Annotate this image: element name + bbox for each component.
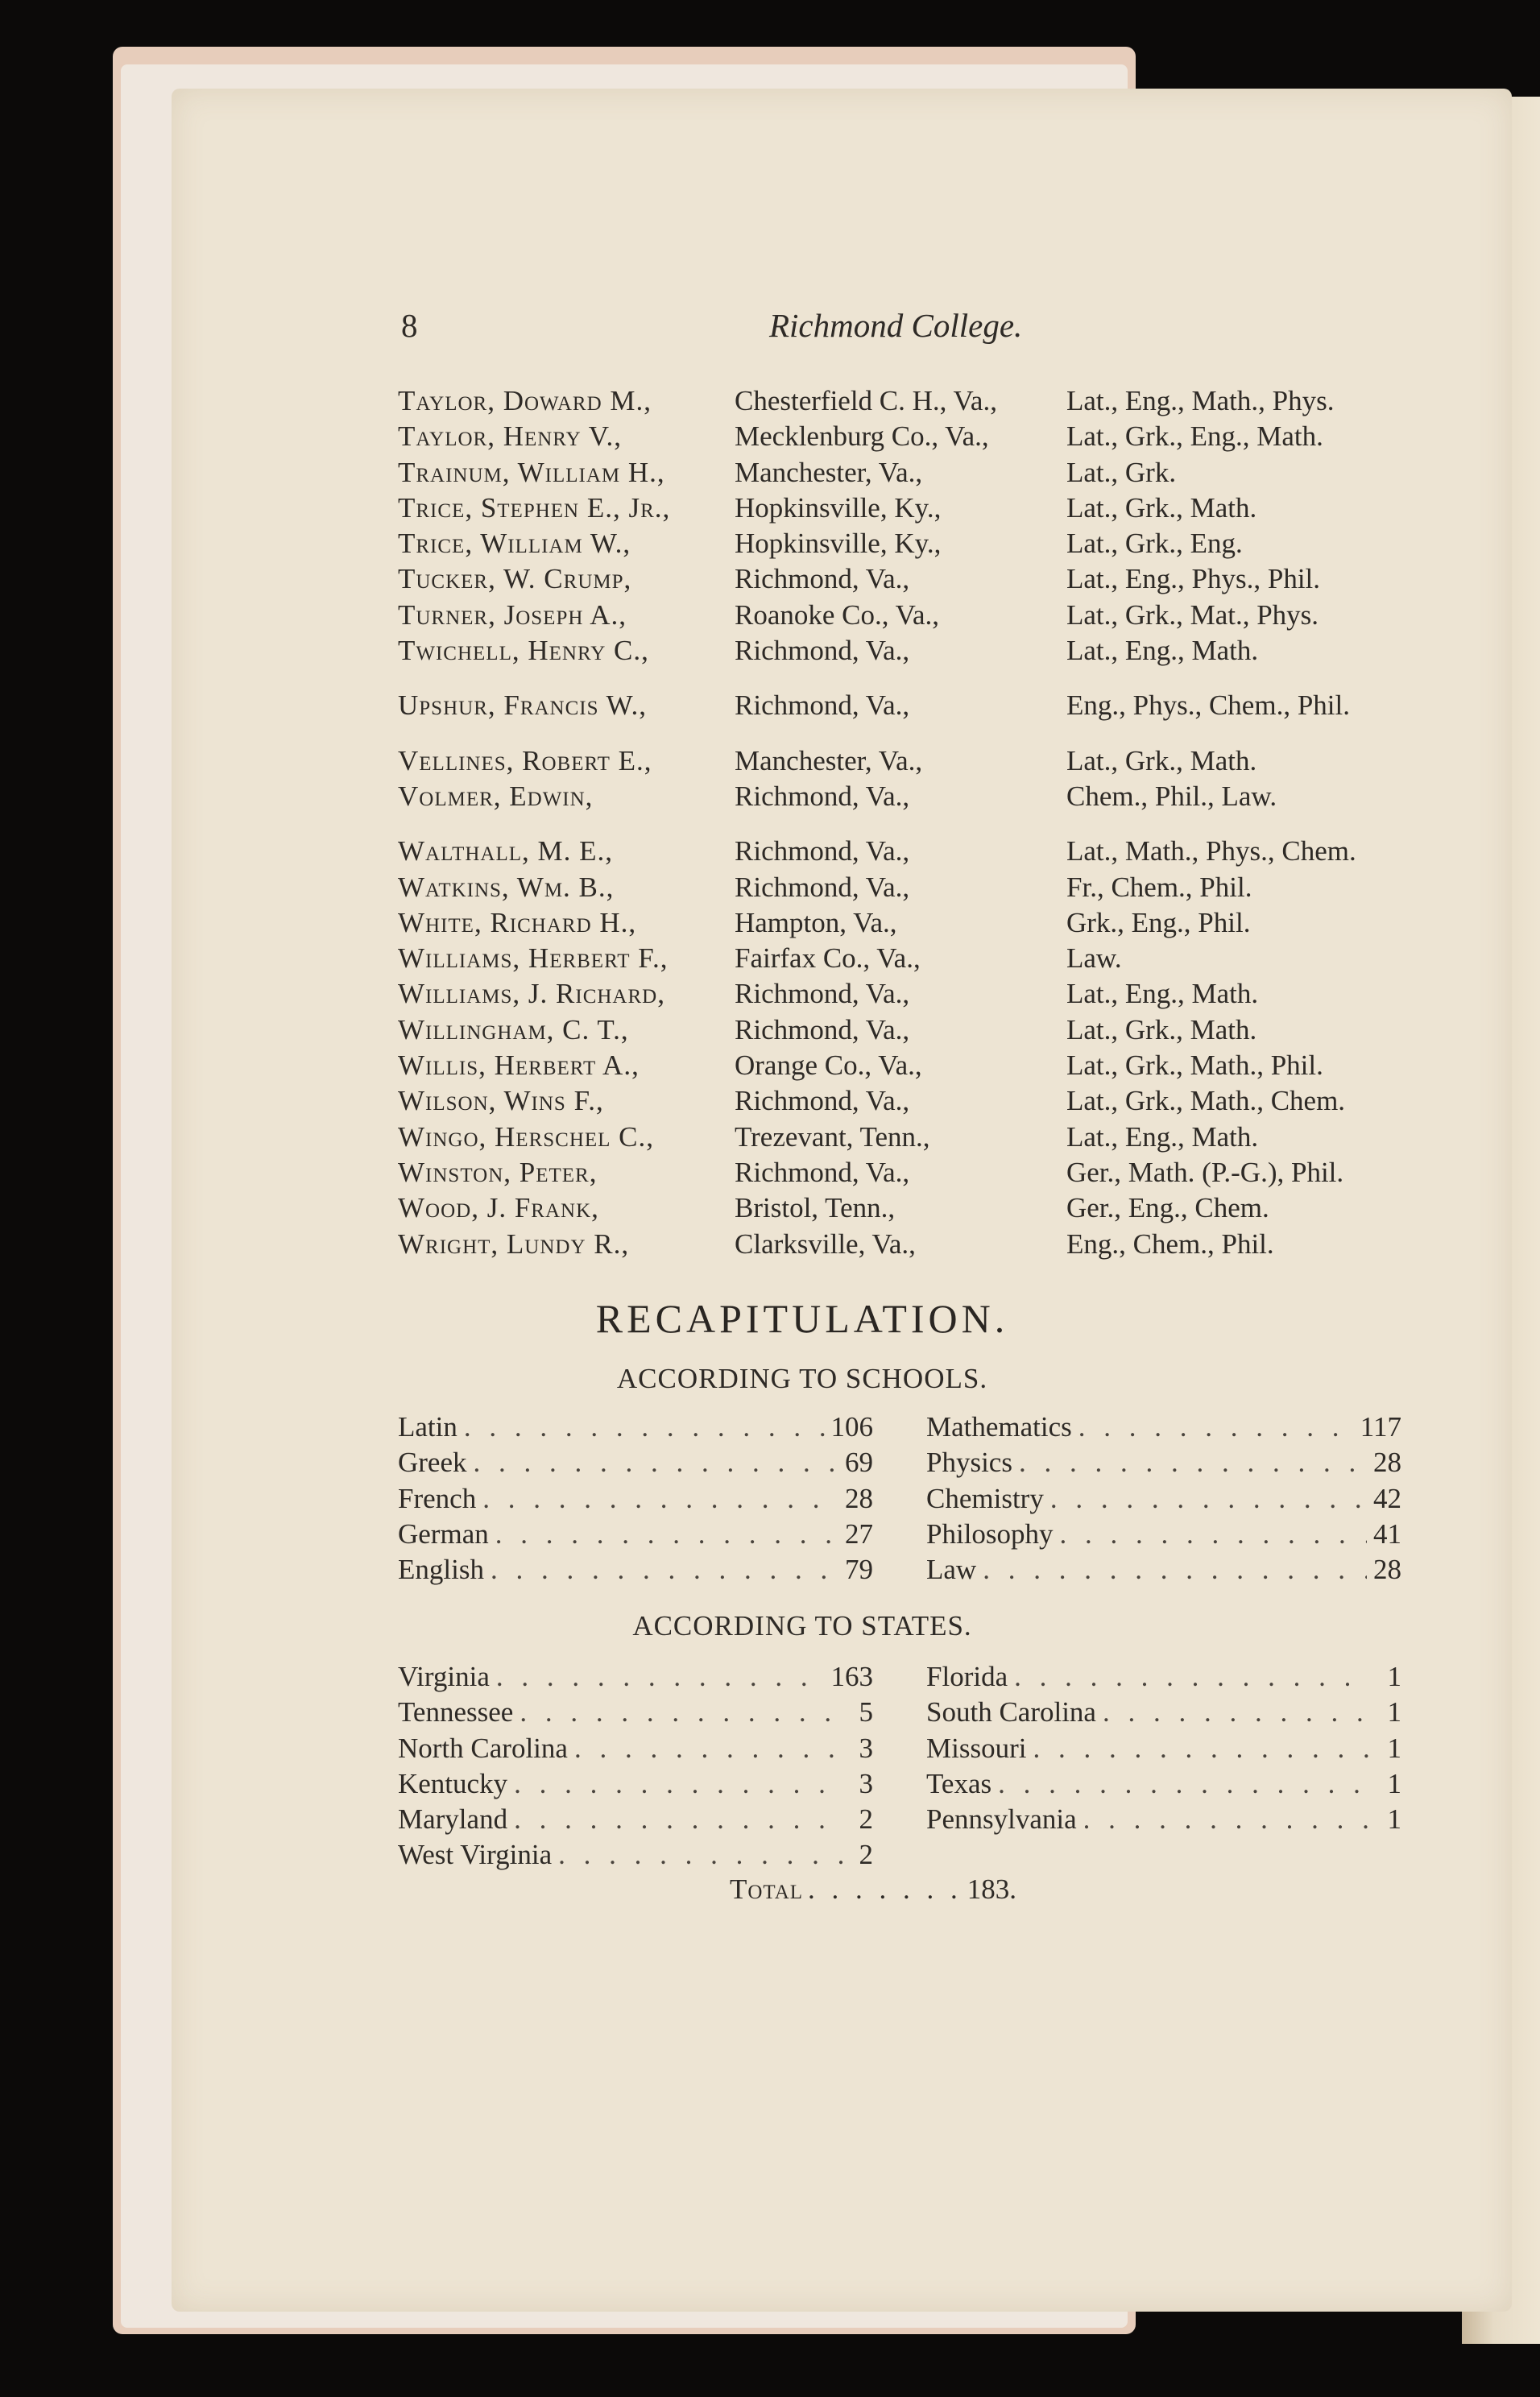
student-name: Wingo, Herschel C.,	[398, 1120, 655, 1153]
dot-leader	[1050, 1483, 1367, 1515]
student-studies: Ger., Eng., Chem.	[1066, 1192, 1269, 1224]
state-row	[398, 1839, 873, 1874]
state-row	[926, 1733, 1401, 1768]
running-title: Richmond College.	[769, 307, 1023, 344]
school-row-value: 69	[845, 1447, 873, 1479]
state-row-value: 1	[1387, 1803, 1401, 1836]
student-row	[398, 1014, 1445, 1049]
dot-leader	[983, 1554, 1367, 1586]
school-row	[926, 1554, 1401, 1589]
student-studies: Lat., Grk., Math., Phil.	[1066, 1049, 1323, 1082]
state-row-label: Maryland	[398, 1803, 508, 1836]
state-row-label: Missouri	[926, 1732, 1027, 1764]
student-address: Richmond, Va.,	[735, 1013, 910, 1045]
student-row	[398, 385, 1445, 420]
student-studies: Lat., Grk., Mat., Phys.	[1066, 598, 1319, 631]
student-name: Taylor, Doward M.,	[398, 385, 652, 416]
student-studies: Lat., Math., Phys., Chem.	[1066, 835, 1356, 867]
student-studies: Ger., Math. (P.-G.), Phil.	[1066, 1156, 1344, 1188]
student-studies: Lat., Eng., Math., Phys.	[1066, 385, 1335, 416]
student-name: Winston, Peter,	[398, 1156, 598, 1188]
student-address: Hopkinsville, Ky.,	[735, 491, 942, 524]
student-row	[398, 745, 1445, 780]
school-row-label: Physics	[926, 1447, 1012, 1479]
dot-leader	[558, 1839, 842, 1871]
student-address: Richmond, Va.,	[735, 689, 910, 722]
state-row	[926, 1696, 1401, 1732]
school-row-value: 28	[1373, 1447, 1401, 1479]
student-row	[398, 871, 1445, 907]
student-name: Turner, Joseph A.,	[398, 598, 627, 631]
student-studies: Lat., Grk.	[1066, 456, 1177, 488]
dot-leader	[514, 1768, 842, 1800]
student-name: Tucker, W. Crump,	[398, 563, 632, 595]
state-row-label: North Carolina	[398, 1732, 568, 1764]
state-row-value: 163	[830, 1661, 873, 1692]
state-row-value: 2	[859, 1839, 873, 1871]
student-studies: Lat., Eng., Math.	[1066, 635, 1259, 667]
dot-leader	[1014, 1661, 1371, 1693]
school-row	[926, 1483, 1401, 1518]
school-row-value: 27	[845, 1517, 873, 1550]
student-name: Walthall, M. E.,	[398, 835, 613, 867]
student-address: Bristol, Tenn.,	[735, 1192, 896, 1224]
student-studies: Eng., Chem., Phil.	[1066, 1227, 1274, 1260]
student-name: Williams, J. Richard,	[398, 978, 665, 1010]
total-value: 183.	[967, 1873, 1017, 1905]
student-address: Richmond, Va.,	[735, 563, 910, 595]
student-name: Wilson, Wins F.,	[398, 1085, 604, 1117]
student-studies: Lat., Grk., Eng.	[1066, 528, 1243, 560]
student-name: Trice, William W.,	[398, 528, 631, 560]
dot-leader	[574, 1733, 842, 1765]
student-address: Trezevant, Tenn.,	[735, 1120, 930, 1153]
schools-heading: ACCORDING TO SCHOOLS.	[616, 1363, 988, 1394]
student-row	[398, 907, 1445, 942]
student-address: Richmond, Va.,	[735, 978, 910, 1010]
student-name: Trice, Stephen E., Jr.,	[398, 491, 671, 524]
school-row-label: Greek	[398, 1447, 467, 1479]
state-row	[926, 1768, 1401, 1803]
dot-leader	[464, 1411, 825, 1443]
student-address: Richmond, Va.,	[735, 1085, 910, 1117]
student-row	[398, 599, 1445, 635]
student-address: Hampton, Va.,	[735, 906, 897, 938]
student-name: Willis, Herbert A.,	[398, 1049, 640, 1082]
page-number: 8	[401, 307, 418, 344]
student-studies: Lat., Grk., Math.	[1066, 491, 1257, 524]
student-row	[398, 457, 1445, 492]
dot-leader	[496, 1661, 825, 1693]
student-name: Taylor, Henry V.,	[398, 420, 623, 453]
state-row-label: West Virginia	[398, 1839, 553, 1871]
student-studies: Fr., Chem., Phil.	[1066, 871, 1252, 903]
student-studies: Lat., Eng., Math.	[1066, 1120, 1259, 1153]
total-label: Total	[730, 1873, 804, 1905]
school-row-label: Philosophy	[926, 1517, 1054, 1550]
student-row	[398, 1049, 1445, 1085]
student-row	[398, 978, 1445, 1013]
school-row-value: 117	[1360, 1411, 1401, 1443]
student-address: Chesterfield C. H., Va.,	[735, 385, 997, 416]
student-row	[398, 835, 1445, 871]
student-studies: Law.	[1066, 942, 1122, 975]
state-row-label: Florida	[926, 1661, 1008, 1692]
student-address: Orange Co., Va.,	[735, 1049, 922, 1082]
dot-leader	[1083, 1803, 1371, 1836]
student-studies: Lat., Grk., Math.	[1066, 744, 1257, 776]
student-studies: Chem., Phil., Law.	[1066, 780, 1277, 812]
student-row	[398, 942, 1445, 978]
state-row-value: 1	[1387, 1696, 1401, 1728]
state-row-value: 3	[859, 1767, 873, 1799]
state-row-value: 5	[859, 1696, 873, 1728]
student-row	[398, 780, 1445, 816]
student-address: Richmond, Va.,	[735, 835, 910, 867]
student-name: Willingham, C. T.,	[398, 1013, 629, 1045]
student-name: Watkins, Wm. B.,	[398, 871, 615, 903]
state-row	[398, 1661, 873, 1696]
student-list	[398, 385, 1445, 1264]
state-row-value: 1	[1387, 1767, 1401, 1799]
state-row-label: Tennessee	[398, 1696, 514, 1728]
state-row-label: Virginia	[398, 1661, 490, 1692]
student-name: White, Richard H.,	[398, 906, 637, 938]
student-address: Hopkinsville, Ky.,	[735, 528, 942, 560]
student-address: Richmond, Va.,	[735, 1156, 910, 1188]
student-name: Twichell, Henry C.,	[398, 635, 649, 667]
student-row	[398, 1192, 1445, 1227]
total-row	[730, 1873, 1016, 1906]
dot-leader	[1060, 1518, 1367, 1550]
student-row	[398, 1085, 1445, 1120]
school-row-label: German	[398, 1517, 489, 1550]
schools-table-right	[926, 1411, 1401, 1589]
total-leader: . . . . . . .	[808, 1873, 962, 1905]
student-row	[398, 1157, 1445, 1192]
student-address: Clarksville, Va.,	[735, 1227, 916, 1260]
student-address: Richmond, Va.,	[735, 635, 910, 667]
student-name: Trainum, William H.,	[398, 456, 665, 488]
school-row-label: Law	[926, 1554, 977, 1586]
student-row	[398, 635, 1445, 670]
school-row-label: French	[398, 1482, 477, 1514]
school-row	[926, 1518, 1401, 1554]
dot-leader	[491, 1554, 838, 1586]
student-address: Richmond, Va.,	[735, 780, 910, 812]
student-name: Williams, Herbert F.,	[398, 942, 669, 975]
student-row	[398, 689, 1445, 725]
school-row	[398, 1411, 873, 1447]
state-row	[398, 1733, 873, 1768]
student-row	[398, 1121, 1445, 1157]
dot-leader	[1033, 1733, 1371, 1765]
state-row-value: 3	[859, 1732, 873, 1764]
student-row	[398, 492, 1445, 528]
student-address: Manchester, Va.,	[735, 744, 923, 776]
school-row-value: 28	[845, 1482, 873, 1514]
school-row	[398, 1447, 873, 1482]
school-row-label: Latin	[398, 1411, 457, 1443]
student-name: Upshur, Francis W.,	[398, 689, 647, 722]
state-row-label: Pennsylvania	[926, 1803, 1077, 1836]
state-row-label: South Carolina	[926, 1696, 1096, 1728]
state-row-value: 2	[859, 1803, 873, 1836]
schools-table-left	[398, 1411, 873, 1589]
school-row-value: 41	[1373, 1517, 1401, 1550]
student-studies: Lat., Eng., Phys., Phil.	[1066, 563, 1321, 595]
state-row	[926, 1803, 1401, 1839]
dot-leader	[495, 1518, 838, 1550]
school-row-label: Mathematics	[926, 1411, 1072, 1443]
student-name: Volmer, Edwin,	[398, 780, 594, 812]
school-row-value: 79	[845, 1554, 873, 1586]
student-studies: Grk., Eng., Phil.	[1066, 906, 1251, 938]
school-row-value: 106	[830, 1411, 873, 1443]
state-row	[398, 1768, 873, 1803]
state-row-value: 1	[1387, 1732, 1401, 1764]
state-row	[398, 1696, 873, 1732]
state-row-label: Texas	[926, 1767, 992, 1799]
state-row	[398, 1803, 873, 1839]
student-studies: Lat., Grk., Eng., Math.	[1066, 420, 1323, 453]
states-table-right	[926, 1661, 1401, 1839]
student-name: Vellines, Robert E.,	[398, 744, 652, 776]
student-address: Fairfax Co., Va.,	[735, 942, 921, 975]
states-table-left	[398, 1661, 873, 1875]
student-row	[398, 420, 1445, 456]
recapitulation-heading: RECAPITULATION.	[595, 1296, 1009, 1341]
school-row	[398, 1554, 873, 1589]
school-row-value: 28	[1373, 1554, 1401, 1586]
dot-leader	[474, 1447, 838, 1479]
student-row	[398, 528, 1445, 563]
dot-leader	[1103, 1696, 1371, 1728]
school-row-label: Chemistry	[926, 1482, 1044, 1514]
school-row	[926, 1411, 1401, 1447]
dot-leader	[998, 1768, 1371, 1800]
dot-leader	[514, 1803, 842, 1836]
state-row-value: 1	[1387, 1661, 1401, 1692]
student-name: Wright, Lundy R.,	[398, 1227, 630, 1260]
student-studies: Lat., Grk., Math., Chem.	[1066, 1085, 1346, 1117]
student-address: Mecklenburg Co., Va.,	[735, 420, 989, 453]
student-studies: Lat., Grk., Math.	[1066, 1013, 1257, 1045]
dot-leader	[1078, 1411, 1354, 1443]
dot-leader	[482, 1483, 838, 1515]
dot-leader	[520, 1696, 842, 1728]
state-row	[926, 1661, 1401, 1696]
student-row	[398, 563, 1445, 598]
school-row-label: English	[398, 1554, 484, 1586]
student-name: Wood, J. Frank,	[398, 1192, 599, 1224]
school-row	[926, 1447, 1401, 1482]
student-studies: Lat., Eng., Math.	[1066, 978, 1259, 1010]
dot-leader	[1019, 1447, 1367, 1479]
student-address: Richmond, Va.,	[735, 871, 910, 903]
school-row-value: 42	[1373, 1482, 1401, 1514]
student-address: Manchester, Va.,	[735, 456, 923, 488]
student-row	[398, 1228, 1445, 1264]
state-row-label: Kentucky	[398, 1767, 508, 1799]
student-studies: Eng., Phys., Chem., Phil.	[1066, 689, 1350, 722]
school-row	[398, 1518, 873, 1554]
school-row	[398, 1483, 873, 1518]
student-address: Roanoke Co., Va.,	[735, 598, 940, 631]
states-heading: ACCORDING TO STATES.	[632, 1610, 972, 1641]
